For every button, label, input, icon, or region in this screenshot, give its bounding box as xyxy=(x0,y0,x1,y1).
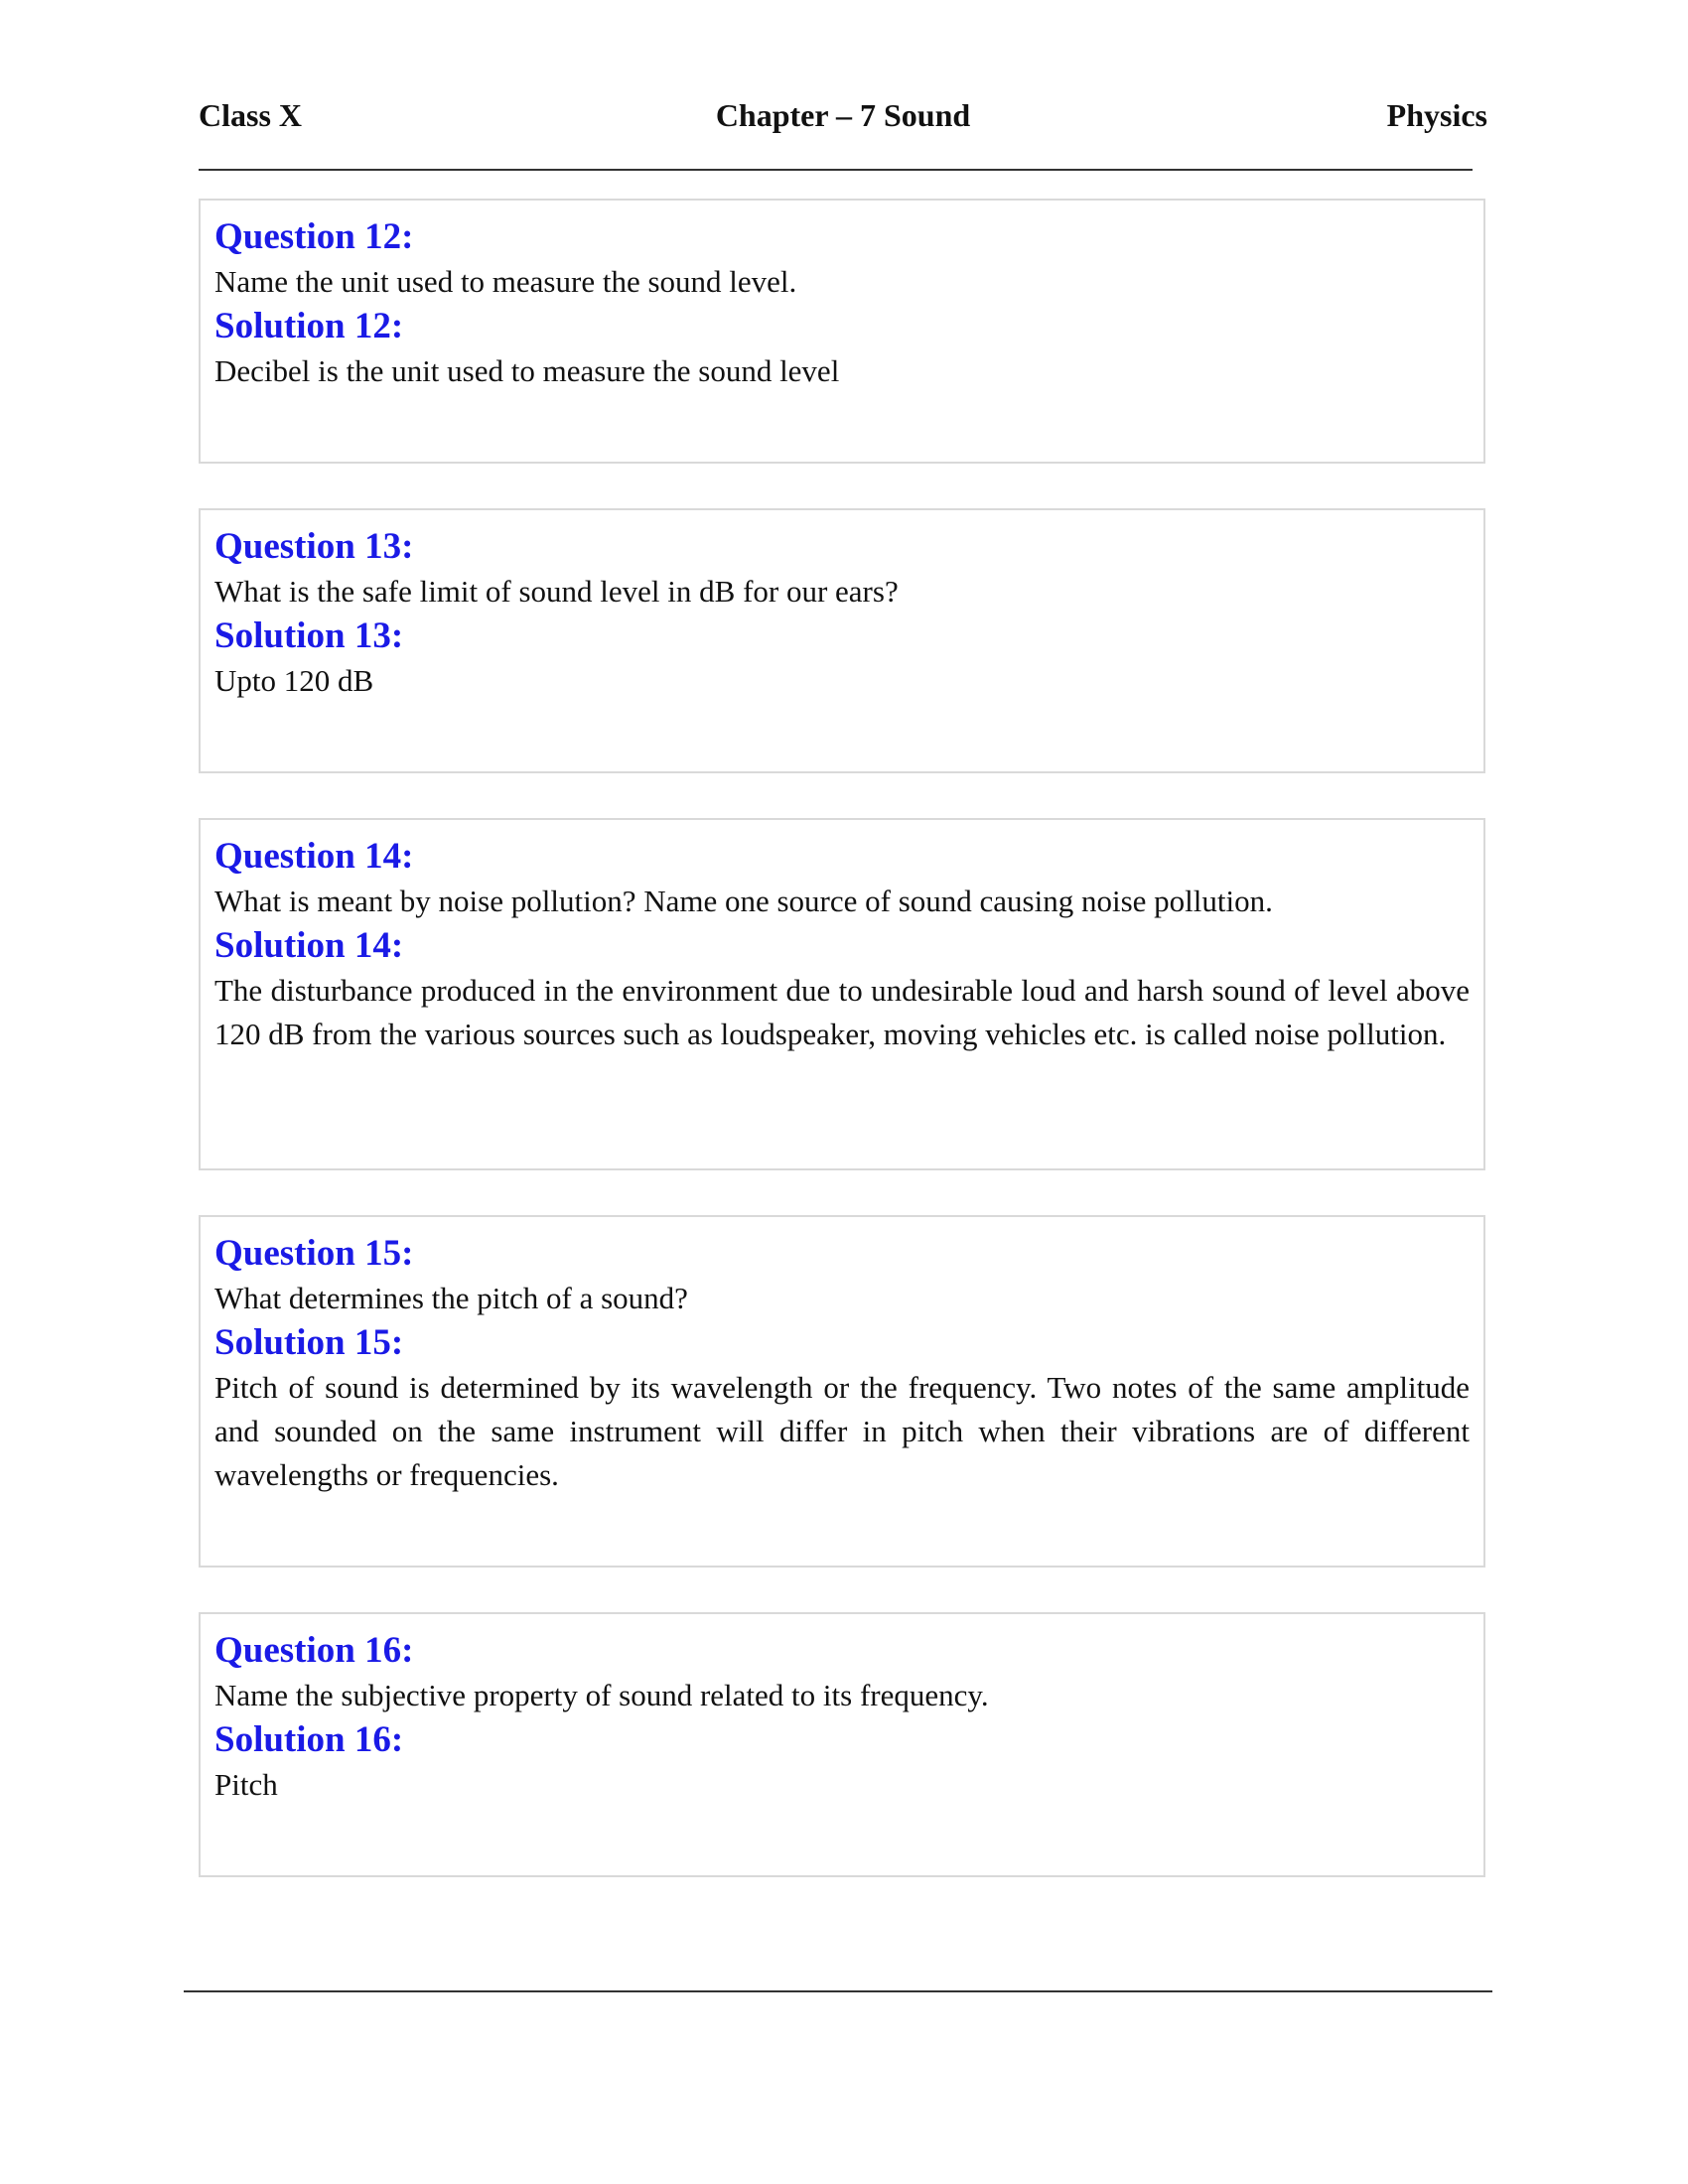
question-label: Question 14: xyxy=(214,836,414,877)
question-label: Question 16: xyxy=(214,1630,414,1671)
question-text: What is the safe limit of sound level in dB for our ears? xyxy=(214,574,899,609)
solution-text: Upto 120 dB xyxy=(214,663,374,698)
question-text: Name the subjective property of sound related to its frequency. xyxy=(214,1678,989,1712)
solution-label: Solution 14: xyxy=(214,925,404,966)
solution-label: Solution 13: xyxy=(214,615,404,656)
page-header xyxy=(199,97,1487,141)
qa-box-15 xyxy=(199,1215,1485,1568)
solution-text: Pitch xyxy=(214,1767,278,1802)
solution-text: Pitch of sound is determined by its wavelength or the frequency. Two notes of the same amplitude and sounded on the same instrument will differ in pitch when their vibrations are of different wavelengths or frequencies. xyxy=(214,1370,1470,1492)
header-class: Class X xyxy=(199,97,303,133)
header-divider xyxy=(199,169,1473,171)
solution-label: Solution 16: xyxy=(214,1719,404,1760)
footer-divider xyxy=(184,1990,1492,1992)
question-label: Question 15: xyxy=(214,1233,414,1274)
header-chapter: Chapter – 7 Sound xyxy=(715,97,971,133)
solution-text: Decibel is the unit used to measure the sound level xyxy=(214,353,840,388)
qa-box-16 xyxy=(199,1612,1485,1877)
question-label: Question 12: xyxy=(214,216,414,257)
header-subject: Physics xyxy=(1386,97,1487,133)
solution-label: Solution 12: xyxy=(214,306,404,346)
question-text: What determines the pitch of a sound? xyxy=(214,1281,688,1315)
question-label: Question 13: xyxy=(214,526,414,567)
solution-text: The disturbance produced in the environment due to undesirable loud and harsh sound of level above 120 dB from the various sources such as loudspeaker, moving vehicles etc. is called noise pollution. xyxy=(214,973,1470,1051)
solution-label: Solution 15: xyxy=(214,1322,404,1363)
question-text: What is meant by noise pollution? Name one source of sound causing noise pollution. xyxy=(214,884,1273,918)
qa-box-13 xyxy=(199,508,1485,773)
qa-box-14 xyxy=(199,818,1485,1170)
qa-box-12 xyxy=(199,199,1485,464)
question-text: Name the unit used to measure the sound level. xyxy=(214,264,797,299)
